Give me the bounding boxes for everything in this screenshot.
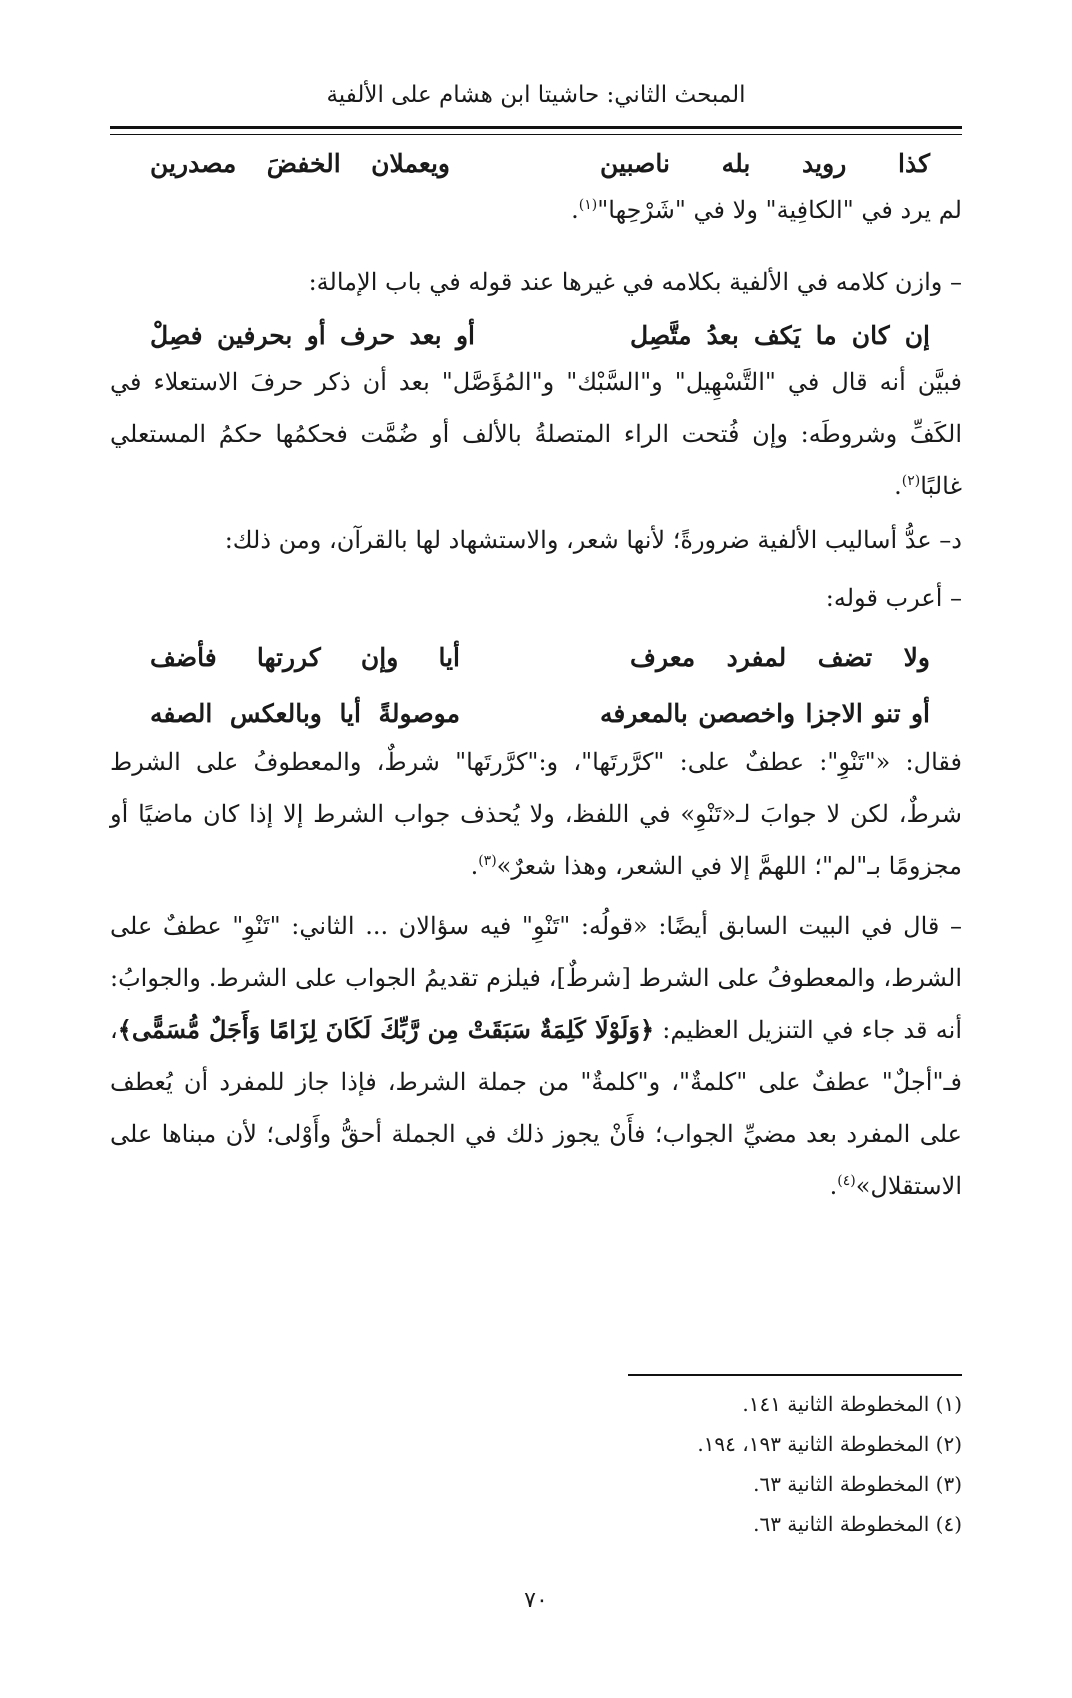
verse-word: الخفضَ [266, 148, 341, 178]
verse-word: رويد [802, 148, 847, 178]
verse-word: موصولةً [378, 698, 460, 728]
verse-word: ويعملان [371, 148, 450, 178]
footnote-ref: (٣) [478, 853, 497, 869]
verse-word: تنو [873, 698, 901, 728]
text-line: – وازن كلامه في الألفية بكلامه في غيرها عند قوله في باب الإمالة: [308, 268, 962, 296]
verse-word: أيا [339, 698, 361, 728]
header-rule-thick [110, 126, 962, 129]
verse-word: كذا [898, 148, 930, 178]
verse-word: حرف [340, 320, 396, 350]
footnote: (١) المخطوطة الثانية ١٤١. [742, 1392, 962, 1416]
footnote-ref: (٢) [901, 473, 921, 489]
verse-first-hemistich [630, 643, 930, 672]
verse-word: أو [455, 320, 475, 350]
verse-word: معرف [630, 642, 696, 672]
verse-wala-tudif [150, 634, 930, 680]
verse-word: الاجزا [805, 698, 863, 728]
verse-word: كررتها [256, 642, 321, 672]
verse-second-hemistich [150, 149, 450, 178]
header-rule-thin [110, 134, 962, 135]
verse-word: متَّصِل [630, 320, 692, 350]
footnote-separator [628, 1374, 962, 1376]
text-line: د– عدُّ أساليب الألفية ضرورةً؛ لأنها شعر، والاستشهاد لها بالقرآن، ومن ذلك: [224, 526, 962, 554]
verse-word: أو [306, 320, 326, 350]
running-header: المبحث الثاني: حاشيتا ابن هشام على الألفية [326, 82, 746, 108]
footnote-ref: (١) [578, 197, 598, 213]
footnote-ref: (٤) [837, 1173, 856, 1189]
verse-word: مصدرين [150, 148, 237, 178]
quran-verse: ﴿وَلَوْلَا كَلِمَةٌ سَبَقَتْ مِن رَّبِّكَ لَكَانَ لِزَامًا وَأَجَلٌ مُّسَمًّى﴾ [117, 1015, 655, 1044]
verse-word: فأضف [150, 642, 217, 672]
footnote: (٣) المخطوطة الثانية ٦٣. [753, 1472, 962, 1496]
paragraph: – قال في البيت السابق أيضًا: «قولُه: "تَنْوِ" فيه سؤالان ... الثاني: "تَنْوِ" عطفٌ على الشرط، والمعطوفُ على الشرط [شرطٌ]، فيلزم تقديمُ الجواب على الشرط. والجوابُ: أنه قد جاء في التنزيل العظيم: ﴿وَلَوْلَا كَلِمَةٌ سَبَقَتْ مِن رَّبِّكَ لَكَانَ لِزَامًا وَأَجَلٌ مُّسَمًّى﴾، فـ"أجلٌ" عطفٌ على "كلمةٌ"، و"كلمةٌ" من جملة الشرط، فإذا جاز للمفرد أن يُعطف على المفرد بعد مضيِّ الجواب؛ فأَنْ يجوز ذلك في الجملة أحقُّ وأَوْلى؛ لأن مبناها على الاستقلال»$^{(٤)}$. [110, 912, 962, 1200]
verse-word: أيا [438, 642, 460, 672]
verse-word: كان [851, 320, 890, 350]
paragraph: فقال: «"تَنْوِ": عطفٌ على: "كرَّرتَها"، و:"كرَّرتَها" شرطٌ، والمعطوفُ على الشرط شرطٌ، لكن لا جوابَ لـ«تَنْوِ» في اللفظ، ولا يُحذف جواب الشرط إلا إذا كان ماضيًا أو مجزومًا بـ"لم"؛ اللهمَّ إلا في الشعر، وهذا شعرٌ»$^{(٣)}$. [110, 748, 962, 880]
verse-word: بعدُ [706, 320, 739, 350]
verse-in-kana [150, 312, 930, 358]
verse-first-hemistich [600, 149, 930, 178]
verse-word: الصفه [150, 698, 213, 728]
verse-word: ولا [903, 642, 930, 672]
verse-second-hemistich [150, 321, 475, 350]
verse-word: يَكف [753, 320, 801, 350]
verse-word: وبالعكس [229, 698, 322, 728]
footnote: (٤) المخطوطة الثانية ٦٣. [753, 1512, 962, 1536]
verse-kadha-ruwayd [150, 140, 930, 186]
verse-word: بله [721, 148, 751, 178]
verse-word: واخصصن [698, 698, 796, 728]
verse-word: ما [815, 320, 837, 350]
verse-word: تضف [817, 642, 873, 672]
verse-first-hemistich [600, 699, 930, 728]
text-line: لم يرد في "الكافِية" ولا في "شَرْحِها"$^{(١)}$. [571, 196, 962, 224]
verse-word: بعد [409, 320, 442, 350]
paragraph: فبيَّن أنه قال في "التَّسْهِيل" و"السَّبْك" و"المُؤَصَّل" بعد أن ذكر حرفَ الاستعلاء في الكَفِّ وشروطَه: وإن فُتحت الراء المتصلةُ بالألف أو ضُمَّت فحكمُها حكمُ المستعلي غالبًا$^{(٢)}$. [110, 368, 962, 500]
verse-first-hemistich [630, 321, 930, 350]
verse-word: وإن [360, 642, 399, 672]
verse-word: بالمعرفه [600, 698, 688, 728]
text-line: – أعرب قوله: [825, 584, 962, 612]
verse-word: ناصبين [600, 148, 670, 178]
verse-aw-tanwi [150, 690, 930, 736]
verse-second-hemistich [150, 643, 460, 672]
footnote: (٢) المخطوطة الثانية ١٩٣، ١٩٤. [697, 1432, 962, 1456]
verse-word: فصِلْ [150, 320, 203, 350]
verse-word: لمفرد [726, 642, 787, 672]
page-number: ٧٠ [524, 1588, 548, 1613]
verse-second-hemistich [150, 699, 460, 728]
verse-word: بحرفين [216, 320, 293, 350]
verse-word: أو [910, 698, 930, 728]
verse-word: إن [904, 320, 930, 350]
